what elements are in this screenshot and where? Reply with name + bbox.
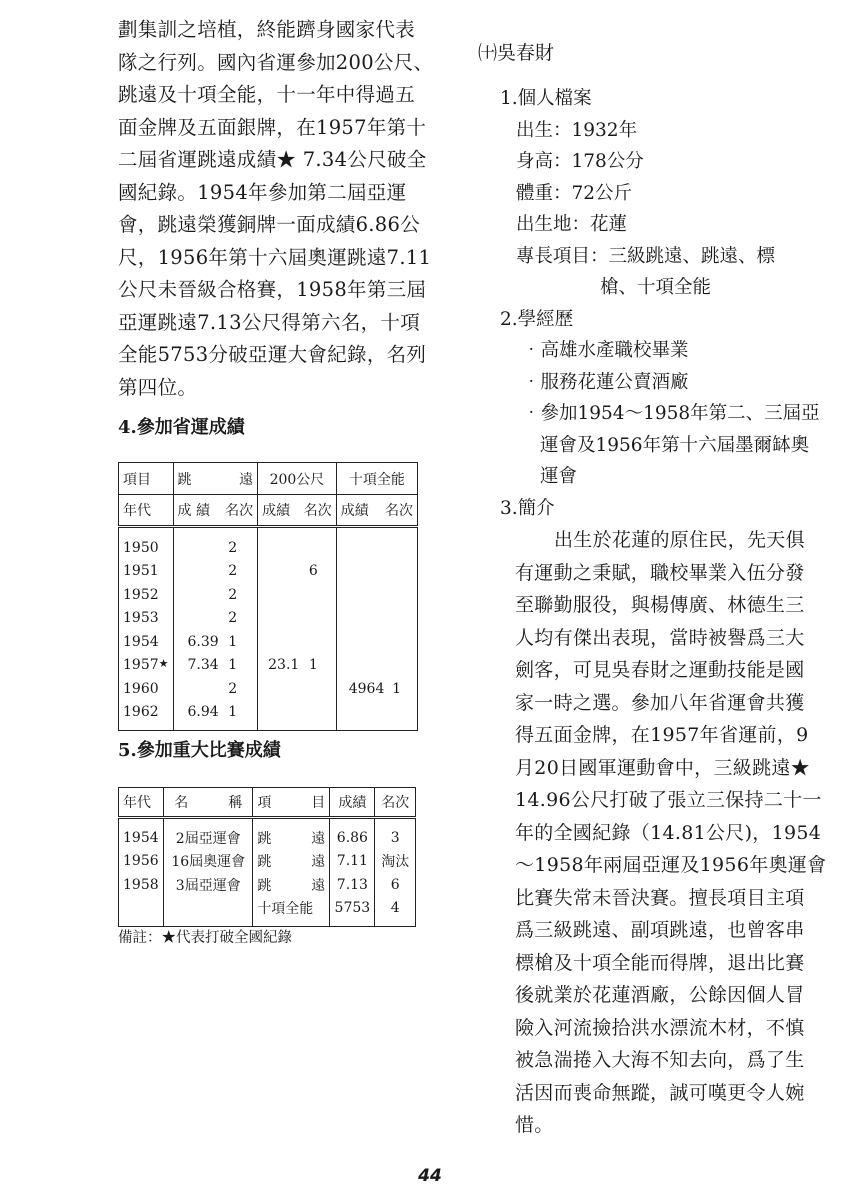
- year-text: 1950: [123, 539, 159, 556]
- table-row: [119, 607, 418, 631]
- rank-text: 6: [308, 563, 318, 580]
- bio-line: 面金牌及五面銀牌，在1957年第十: [118, 115, 427, 139]
- event-text: 跳: [257, 830, 272, 847]
- table-row: [119, 818, 416, 850]
- year-cell: [119, 560, 174, 584]
- year-cell: [119, 677, 174, 701]
- profile-line: 身高：178公分: [516, 151, 644, 172]
- rank-text: 2: [228, 680, 238, 697]
- year-cell: [119, 583, 174, 607]
- year-text: 1951: [123, 563, 159, 580]
- year-cell: 1954: [119, 818, 164, 850]
- year-text: 1952: [123, 586, 159, 603]
- score-text: 7.34: [187, 657, 219, 674]
- rank-text: 2: [228, 539, 238, 556]
- introduction-line: 得五面金牌，在1957年省運前，9: [515, 724, 809, 746]
- year-cell: [119, 701, 174, 731]
- bio-line: 會，跳遠榮獲銅牌一面成績6.86公: [118, 213, 421, 236]
- table-row: [119, 583, 418, 607]
- education-item: ‧高雄水產職校畢業: [522, 340, 689, 361]
- longjump-cell: [173, 701, 258, 731]
- event-cell: [253, 850, 330, 874]
- introduction-line: 後就業於花蓮酒廠，公餘因個人冒: [515, 984, 805, 1006]
- bio-line: 跳遠及十項全能，十一年中得過五: [118, 83, 416, 106]
- header-text: 項: [257, 795, 272, 811]
- score-cell: 5753: [330, 897, 375, 927]
- rank-text: 1: [228, 657, 238, 674]
- header-cell: 項目: [119, 463, 174, 495]
- event-text: 遠: [311, 877, 326, 894]
- header-text: 成 績: [177, 503, 210, 519]
- longjump-cell: [173, 630, 258, 654]
- introduction-line: 比賽失常未晉決賽。擅長項目主項: [515, 886, 805, 909]
- decathlon-cell: [336, 701, 417, 731]
- header-cell: 年代: [119, 788, 164, 818]
- header-text: 跳: [177, 471, 192, 488]
- page-number: 44: [418, 1166, 442, 1186]
- event-text: 遠: [311, 830, 326, 847]
- table-row: [119, 677, 418, 701]
- m200-cell: [258, 607, 337, 631]
- profile-line: 出生：1932年: [516, 119, 638, 141]
- year-text: 1962: [123, 704, 159, 721]
- table-header-row: [119, 495, 418, 527]
- header-cell: [173, 495, 258, 527]
- year-cell: 1956: [119, 850, 164, 874]
- m200-cell: [258, 701, 337, 731]
- introduction-line: 至聯勤服役，與楊傳廣、林德生三: [515, 594, 805, 616]
- bio-line: 公尺未晉級合格賽，1958年第三屆: [118, 278, 427, 301]
- rank-cell: 4: [375, 897, 416, 927]
- year-text: 1953: [123, 610, 159, 627]
- header-text: 成績: [262, 503, 291, 519]
- table-row: [119, 850, 416, 874]
- year-cell: 1958: [119, 873, 164, 897]
- header-text: 名次: [303, 503, 332, 519]
- rank-cell: 淘汰: [375, 850, 416, 874]
- event-cell: [253, 897, 330, 927]
- header-text: 名次: [225, 503, 254, 519]
- event-text: 遠: [311, 854, 326, 871]
- table-row: [119, 527, 418, 560]
- major-results-heading: 5.參加重大比賽成績: [118, 740, 281, 761]
- year-cell: [119, 630, 174, 654]
- longjump-cell: [173, 583, 258, 607]
- introduction-paragraph: [478, 524, 828, 1142]
- decathlon-cell: [336, 607, 417, 631]
- table-header-row: [119, 463, 418, 495]
- header-cell: [253, 788, 330, 818]
- header-cell: 成績: [330, 788, 375, 818]
- introduction-line: 劍客，可見吳春財之運動技能是國: [515, 659, 805, 681]
- rank-text: 1: [228, 704, 238, 721]
- introduction-line: 家一時之選。參加八年省運會共獲: [515, 691, 805, 714]
- profile-heading: 1.個人檔案: [500, 88, 592, 109]
- longjump-cell: [173, 677, 258, 701]
- introduction-line: 險入河流撿拾洪水漂流木材，不慎: [515, 1016, 805, 1039]
- left-column: [118, 14, 434, 946]
- provincial-results-table: [118, 462, 418, 731]
- table-row: [119, 897, 416, 927]
- provincial-table-body: [119, 527, 418, 731]
- rank-cell: 3: [375, 818, 416, 850]
- header-cell: 年代: [119, 495, 174, 527]
- header-text: 目: [311, 795, 326, 811]
- person-title: ㈩吳春財: [478, 42, 555, 64]
- table-row: [119, 654, 418, 678]
- year-cell: [119, 654, 174, 678]
- event-cell: [253, 818, 330, 850]
- year-text: 1957: [123, 657, 159, 674]
- education-item: ‧參加1954～1958年第二、三屆亞: [522, 403, 820, 424]
- header-cell: 名次: [375, 788, 416, 818]
- header-text: 稱: [228, 795, 243, 811]
- score-cell: 7.11: [330, 850, 375, 874]
- decathlon-cell: [336, 677, 417, 701]
- header-text: 成績: [340, 503, 369, 519]
- header-cell: [336, 495, 417, 527]
- decathlon-cell: [336, 560, 417, 584]
- introduction-line: 月20日國軍運動會中，三級跳遠★: [515, 756, 810, 779]
- record-star: ★: [158, 657, 169, 671]
- rank-text: 1: [392, 680, 401, 697]
- major-competition-table: [118, 787, 416, 927]
- table-row: [119, 560, 418, 584]
- bio-line: 第四位。: [118, 375, 198, 399]
- year-cell: [119, 527, 174, 560]
- score-text: 6.39: [187, 633, 219, 650]
- m200-cell: [258, 654, 337, 678]
- introduction-line: 出生於花蓮的原住民，先天俱: [554, 529, 805, 551]
- header-cell: 十項全能: [336, 463, 417, 495]
- m200-cell: [258, 630, 337, 654]
- score-text: 6.94: [187, 704, 219, 721]
- competition-name-cell: [164, 897, 253, 927]
- m200-cell: [258, 560, 337, 584]
- education-item: ‧服務花蓮公賣酒廠: [522, 371, 689, 393]
- introduction-line: 爲三級跳遠、副項跳遠，也曾客串: [515, 919, 805, 941]
- header-text: 名: [174, 795, 189, 811]
- introduction-heading: 3.簡介: [500, 497, 555, 519]
- competition-name-cell: 16屆奧運會: [164, 850, 253, 874]
- profile-line: 專長項目：三級跳遠、跳遠、標: [516, 245, 776, 267]
- score-text: 23.1: [268, 657, 300, 674]
- competition-name-cell: 3屆亞運會: [164, 873, 253, 897]
- introduction-line: 14.96公尺打破了張立三保持二十一: [515, 789, 822, 811]
- header-cell: [173, 463, 258, 495]
- bio-line: 國紀錄。1954年參加第二屆亞運: [118, 180, 407, 204]
- score-cell: 7.13: [330, 873, 375, 897]
- rank-text: 1: [308, 657, 318, 674]
- introduction-line: 年的全國紀錄（14.81公尺)，1954: [515, 821, 822, 844]
- introduction-line: 人均有傑出表現，當時被譽爲三大: [515, 626, 805, 649]
- header-text: 遠: [239, 471, 254, 488]
- year-cell: [119, 607, 174, 631]
- rank-text: 2: [228, 563, 238, 580]
- year-text: 1960: [123, 680, 159, 697]
- longjump-cell: [173, 560, 258, 584]
- introduction-line: 標槍及十項全能而得牌，退出比賽: [515, 951, 805, 974]
- previous-bio-paragraph: [118, 14, 434, 404]
- event-text: 跳: [257, 854, 272, 871]
- education-item-continued: 運會及1956年第十六屆墨爾缽奧: [540, 434, 810, 456]
- rank-cell: 6: [375, 873, 416, 897]
- header-cell: [164, 788, 253, 818]
- introduction-line: 活因而喪命無蹤，誠可嘆更令人婉: [515, 1081, 805, 1104]
- education-heading: 2.學經歷: [500, 308, 574, 330]
- m200-cell: [258, 677, 337, 701]
- year-cell: [119, 897, 164, 927]
- rank-text: 2: [228, 586, 238, 603]
- bio-line: 亞運跳遠7.13公尺得第六名，十項: [118, 310, 421, 334]
- m200-cell: [258, 527, 337, 560]
- longjump-cell: [173, 607, 258, 631]
- competition-name-cell: 2屆亞運會: [164, 818, 253, 850]
- decathlon-cell: [336, 583, 417, 607]
- header-cell: [258, 495, 337, 527]
- provincial-results-heading: 4.參加省運成績: [118, 417, 245, 438]
- table-row: [119, 873, 416, 897]
- table-row: [119, 701, 418, 731]
- introduction-line: 被急湍捲入大海不知去向，爲了生: [515, 1049, 805, 1071]
- introduction-line: 惜。: [515, 1114, 554, 1136]
- bio-line: 隊之行列。國內省運參加200公尺、: [118, 50, 434, 74]
- bio-line: 尺，1956年第十六屆奧運跳遠7.11: [118, 245, 432, 269]
- rank-text: 2: [228, 610, 238, 627]
- decathlon-cell: [336, 630, 417, 654]
- profile-line-continued: 槍、十項全能: [600, 277, 712, 298]
- event-cell: [253, 873, 330, 897]
- education-item-continued: 運會: [540, 466, 578, 487]
- event-text: 跳: [257, 877, 272, 894]
- table-row: [119, 630, 418, 654]
- longjump-cell: [173, 527, 258, 560]
- event-text: 十項全能: [257, 901, 314, 918]
- rank-text: 1: [228, 633, 238, 650]
- header-cell: 200公尺: [258, 463, 337, 495]
- decathlon-cell: [336, 527, 417, 560]
- longjump-cell: [173, 654, 258, 678]
- table-footnote: 備註：★代表打破全國紀錄: [118, 930, 292, 946]
- profile-line: 出生地：花蓮: [516, 214, 628, 235]
- year-text: 1954: [123, 633, 159, 650]
- profile-line: 體重：72公斤: [516, 182, 633, 204]
- introduction-line: ～1958年兩屆亞運及1956年奧運會: [515, 854, 827, 876]
- m200-cell: [258, 583, 337, 607]
- bio-line: 全能5753分破亞運大會紀錄，名列: [118, 343, 427, 366]
- right-column: [478, 38, 828, 1142]
- score-cell: 6.86: [330, 818, 375, 850]
- table-header-row: [119, 788, 416, 818]
- decathlon-cell: [336, 654, 417, 678]
- major-table-body: [119, 818, 416, 927]
- bio-line: 二屆省運跳遠成績★ 7.34公尺破全: [118, 148, 427, 171]
- header-text: 名次: [385, 503, 413, 519]
- score-text: 4964: [348, 680, 385, 697]
- introduction-line: 有運動之秉賦，職校畢業入伍分發: [515, 561, 805, 584]
- bio-line: 劃集訓之培植，終能躋身國家代表: [118, 18, 416, 41]
